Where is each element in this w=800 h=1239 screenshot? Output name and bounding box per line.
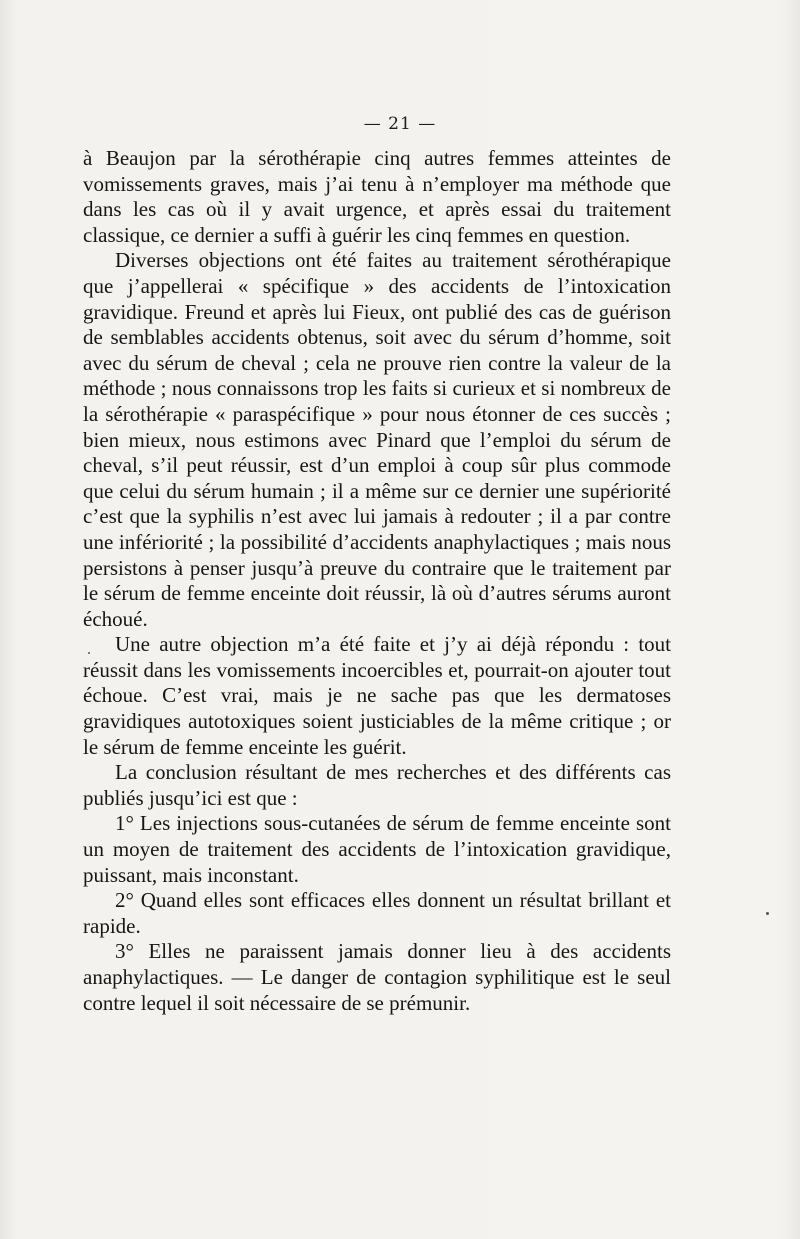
conclusion-item-1: 1° Les injections sous-cutanées de sérum de femme enceinte sont un moyen de traitement des accidents de l’intoxication gravidique, puissant, mais inconstant. — [83, 811, 671, 887]
paragraph-continuation: à Beaujon par la sérothérapie cinq autres femmes atteintes de vomissements graves, mais j’ai tenu à n’employer ma méthode que dans les cas où il y avait urgence, et après essai du traitement classique, ce dernier a suffi à guérir les cinq femmes en question. — [83, 146, 671, 247]
body-text — [83, 146, 671, 1016]
paper-speck — [766, 912, 769, 915]
conclusion-item-3: 3° Elles ne paraissent jamais donner lieu à des accidents anaphylactiques. — Le danger de contagion syphilitique est le seul contre lequel il soit nécessaire de se prémunir. — [83, 939, 671, 1015]
paragraph-conclusion-intro: La conclusion résultant de mes recherches et des différents cas publiés jusqu’ici est que : — [83, 760, 671, 810]
paragraph-second-objection: Une autre objection m’a été faite et j’y ai déjà répondu : tout réussit dans les vomissements incoercibles et, pourrait-on ajouter tout échoue. C’est vrai, mais je ne sache pas que les dermatoses gravidiques autotoxiques soient justiciables de la même critique ; or le sérum de femme enceinte les guérit. — [83, 632, 671, 759]
paragraph-objections: Diverses objections ont été faites au traitement sérothérapique que j’appellerai « spécifique » des accidents de l’intoxication gravidique. Freund et après lui Fieux, ont publié des cas de guérison de semblables accidents obtenus, soit avec du sérum d’homme, soit avec du sérum de cheval ; cela ne prouve rien contre la valeur de la méthode ; nous connaissons trop les faits si curieux et si nombreux de la sérothérapie « paraspécifique » pour nous étonner de ces succès ; bien mieux, nous estimons avec Pinard que l’emploi du sérum de cheval, s’il peut réussir, est d’un emploi à coup sûr plus commode que celui du sérum humain ; il a même sur ce dernier une supériorité c’est que la syphilis n’est avec lui jamais à redouter ; il a par contre une infériorité ; la possibilité d’accidents anaphylactiques ; mais nous persistons à penser jusqu’à preuve du contraire que le traitement par le sérum de femme enceinte doit réussir, là où d’autres sérums auront échoué. — [83, 248, 671, 631]
paper-speck — [88, 652, 90, 654]
conclusion-item-2: 2° Quand elles sont efficaces elles donnent un résultat brillant et rapide. — [83, 888, 671, 938]
page-number: — 21 — — [363, 114, 437, 134]
